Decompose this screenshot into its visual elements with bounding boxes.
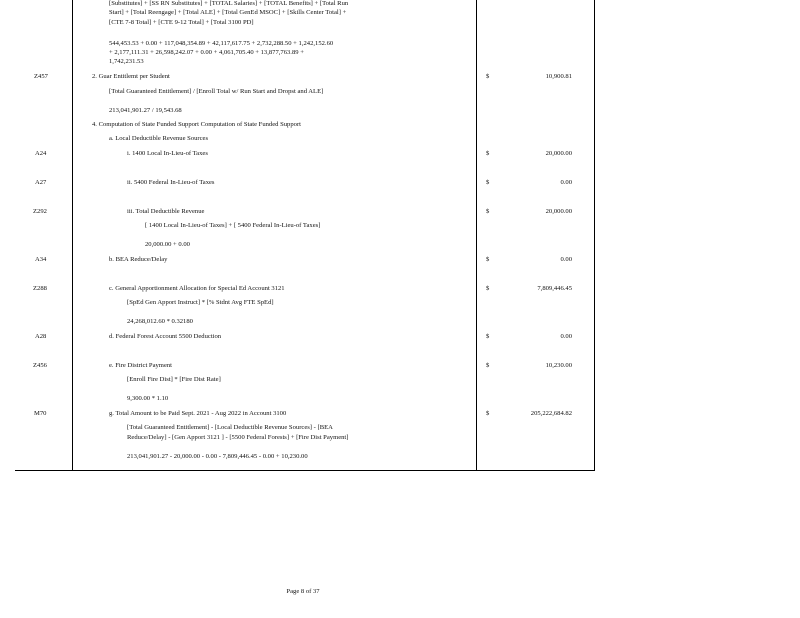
row-amount: 20,000.00	[545, 150, 572, 157]
row-label: ii. 5400 Federal In-Lieu-of Taxes	[127, 179, 215, 186]
formula-text: [Enroll Fire Dist] * [Fire Dist Rate]	[127, 376, 221, 383]
table-bottom-border	[15, 470, 595, 471]
row-currency: $	[486, 285, 490, 292]
row-currency: $	[486, 73, 490, 80]
row-label: iii. Total Deductible Revenue	[127, 208, 205, 215]
row-currency: $	[486, 362, 490, 369]
formula-values: + 2,177,111.31 + 26,598,242.07 + 0.00 + 4,061,705.40 + 13,877,763.89 +	[109, 49, 304, 56]
row-code: M70	[34, 410, 47, 417]
formula-text: [CTE 7-8 Total] + [CTE 9-12 Total] + [Total 3100 PD]	[109, 19, 254, 26]
formula-text: [Total Guaranteed Entitlement] - [Local Deductible Revenue Sources] - [BEA	[127, 424, 333, 431]
row-amount: 10,230.00	[545, 362, 572, 369]
row-currency: $	[486, 179, 490, 186]
row-label: e. Fire District Payment	[109, 362, 172, 369]
row-amount: 20,000.00	[545, 208, 572, 215]
section-heading: 4. Computation of State Funded Support Computation of State Funded Support	[92, 121, 301, 128]
row-label: d. Federal Forest Account 5500 Deduction	[109, 333, 222, 340]
row-code: A34	[35, 256, 47, 263]
formula-values: 24,268,012.60 * 0.32180	[127, 318, 193, 325]
formula-text: [SpEd Gen Apport Instruct] * [% Stdnt Avg FTE SpEd]	[127, 299, 274, 306]
row-currency: $	[486, 208, 490, 215]
formula-text: [Total Guaranteed Entitlement] / [Enroll Total w/ Run Start and Dropst and ALE]	[109, 88, 324, 95]
row-amount: 10,900.81	[545, 73, 572, 80]
row-currency: $	[486, 256, 490, 263]
row-label: g. Total Amount to be Paid Sept. 2021 - Aug 2022 in Account 3100	[109, 410, 287, 417]
row-code: Z457	[34, 73, 48, 80]
formula-values: 213,041,901.27 / 19,543.68	[109, 107, 182, 114]
row-label: c. General Apportionment Allocation for Special Ed Account 3121	[109, 285, 285, 292]
subsection-heading: a. Local Deductible Revenue Sources	[109, 135, 209, 142]
formula-values: 213,041,901.27 - 20,000.00 - 0.00 - 7,809,446.45 - 0.00 + 10,230.00	[127, 453, 308, 460]
formula-values: 544,453.53 + 0.00 + 117,048,354.89 + 42,117,617.75 + 2,732,288.50 + 1,242,152.60	[109, 40, 334, 47]
table-right-border	[594, 0, 595, 471]
table-left-border	[72, 0, 73, 471]
row-label: i. 1400 Local In-Lieu-of Taxes	[127, 150, 208, 157]
row-amount: 205,222,684.82	[530, 410, 572, 417]
row-code: A27	[35, 179, 47, 186]
formula-text: Start] + [Total Reengage] + [Total ALE] + [Total GenEd MSOC] + [Skills Center Total] +	[109, 9, 347, 16]
row-label: 2. Guar Entitlemt per Student	[92, 73, 170, 80]
formula-values: 9,300.00 * 1.10	[127, 395, 169, 402]
row-currency: $	[486, 150, 490, 157]
formula-text: Reduce/Delay] - [Gen Apport 3121 ] - [5500 Federal Forests] + [Fire Dist Payment]	[127, 434, 349, 441]
formula-text: [Substitutes] + [SS RN Substitutes] + [TOTAL Salaries] + [TOTAL Benefits] + [Total Run	[109, 0, 349, 7]
row-code: A28	[35, 333, 47, 340]
row-amount: 0.00	[560, 256, 572, 263]
row-amount: 7,809,446.45	[537, 285, 572, 292]
row-code: Z292	[33, 208, 47, 215]
row-code: A24	[35, 150, 47, 157]
row-currency: $	[486, 333, 490, 340]
row-code: Z456	[33, 362, 47, 369]
row-currency: $	[486, 410, 490, 417]
page-number: Page 8 of 37	[286, 588, 320, 595]
formula-values: 1,742,231.53	[109, 58, 144, 65]
row-amount: 0.00	[560, 333, 572, 340]
formula-values: 20,000.00 + 0.00	[145, 241, 190, 248]
row-code: Z288	[33, 285, 47, 292]
row-amount: 0.00	[560, 179, 572, 186]
formula-text: [ 1400 Local In-Lieu-of Taxes] + [ 5400 Federal In-Lieu-of Taxes]	[145, 222, 321, 229]
row-label: b. BEA Reduce/Delay	[109, 256, 168, 263]
table-amount-column-border	[476, 0, 477, 471]
